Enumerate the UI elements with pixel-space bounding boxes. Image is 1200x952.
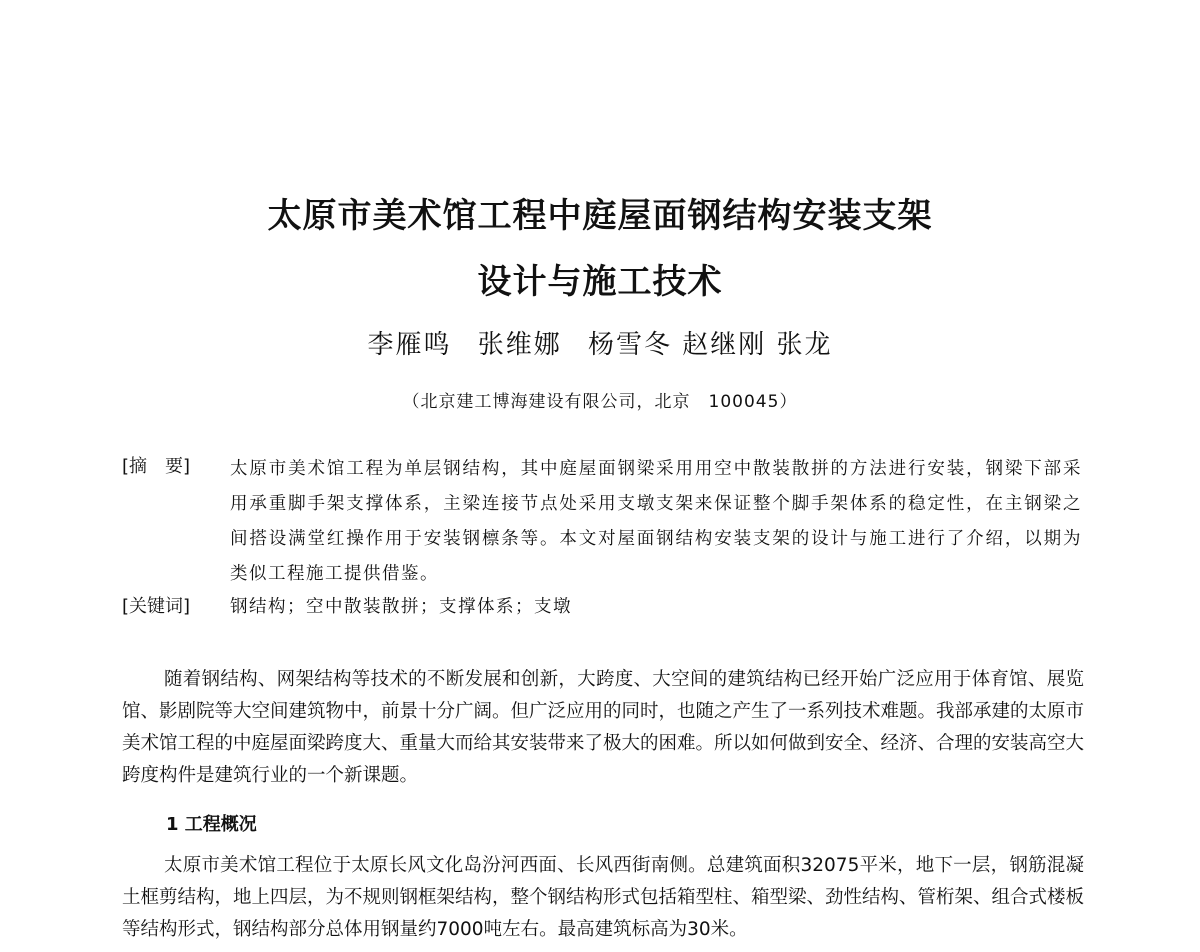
keywords-label: [关键词] [122, 596, 191, 617]
author-3: 杨雪冬 赵继刚 张龙 [588, 330, 833, 360]
abstract-label: [摘 要] [122, 456, 191, 477]
section-1-heading: 1 工程概况 [166, 814, 257, 835]
author-list [0, 328, 1200, 362]
abstract-text: 太原市美术馆工程为单层钢结构，其中庭屋面钢梁采用用空中散装散拼的方法进行安装，钢梁下部采用承重脚手架支撑体系，主梁连接节点处采用支墩支架来保证整个脚手架体系的稳定性，在主钢梁之间搭设满堂红操作用于安装钢檩条等。本文对屋面钢结构安装支架的设计与施工进行了介绍，以期为类似工程施工提供借鉴。 [230, 459, 1082, 584]
author-2: 张维娜 [477, 330, 562, 360]
paper-title-line-1: 太原市美术馆工程中庭屋面钢结构安装支架 [267, 196, 933, 236]
intro-paragraph: 随着钢结构、网架结构等技术的不断发展和创新，大跨度、大空间的建筑结构已经开始广泛应用于体育馆、展览馆、影剧院等大空间建筑物中，前景十分广阔。但广泛应用的同时，也随之产生了一系列技术难题。我部承建的太原市美术馆工程的中庭屋面梁跨度大、重量大而给其安装带来了极大的困难。所以如何做到安全、经济、合理的安装高空大跨度构件是建筑行业的一个新课题。 [122, 669, 1085, 786]
section-1-paragraph: 太原市美术馆工程位于太原长风文化岛汾河西面、长风西街南侧。总建筑面积32075平米，地下一层，钢筋混凝土框剪结构，地上四层，为不规则钢框架结构，整个钢结构形式包括箱型柱、箱型梁、劲性结构、管桁架、组合式楼板等结构形式，钢结构部分总体用钢量约7000吨左右。最高建筑标高为30米。 [122, 855, 1085, 940]
affiliation: （北京建工博海建设有限公司，北京 100045） [402, 392, 798, 412]
keywords-text: 钢结构；空中散装散拼；支撑体系；支墩 [230, 597, 572, 617]
paper-title-line-2: 设计与施工技术 [477, 262, 723, 302]
author-1: 李雁鸣 [367, 330, 452, 360]
